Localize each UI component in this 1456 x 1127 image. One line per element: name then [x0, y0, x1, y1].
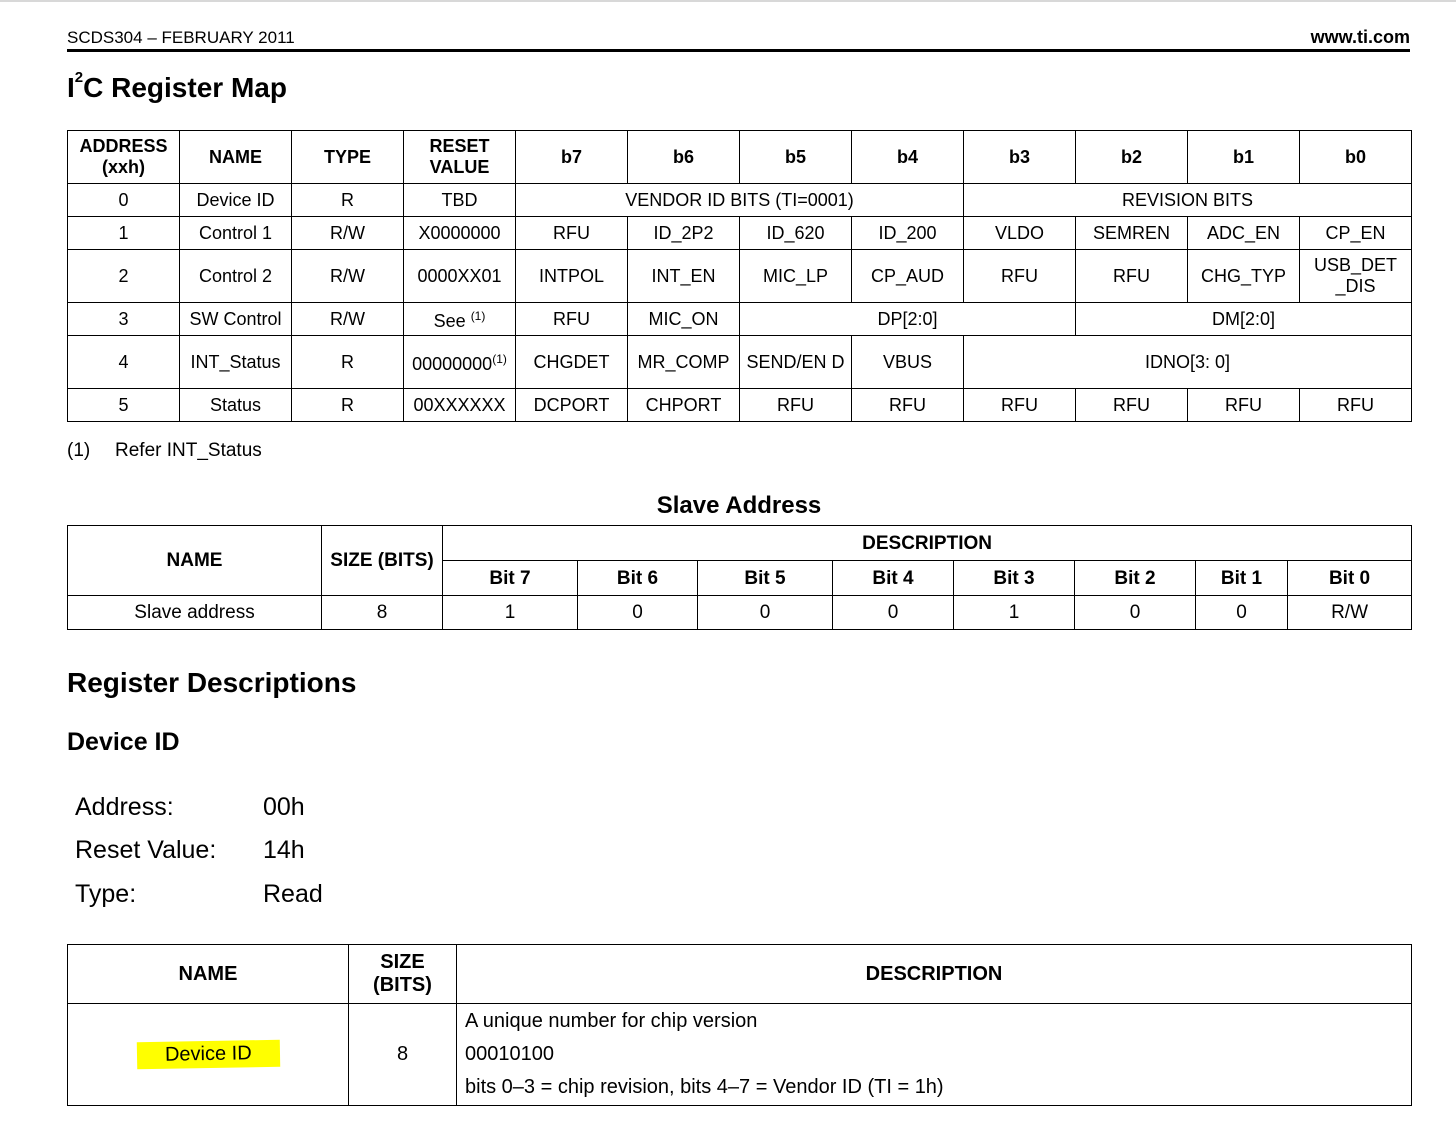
table-cell: MIC_ON [628, 303, 740, 336]
register-map-title [67, 69, 287, 104]
register-descriptions-heading: Register Descriptions [67, 667, 357, 698]
register-map-table [67, 130, 1412, 422]
table-cell: R/W [292, 303, 404, 336]
table-cell: 0 [578, 596, 698, 630]
table-cell: X0000000 [404, 217, 516, 250]
table-row [68, 217, 1412, 250]
header-cell: SIZE (BITS) [349, 945, 457, 1004]
table-cell: 1 [443, 596, 578, 630]
header-cell: b0 [1300, 131, 1412, 184]
website-link[interactable]: www.ti.com [1310, 27, 1410, 47]
table-cell: 0 [698, 596, 833, 630]
table-cell: ID_2P2 [628, 217, 740, 250]
table-cell: 00XXXXXX [404, 389, 516, 422]
table-cell: INTPOL [516, 250, 628, 303]
table-cell: 3 [68, 303, 180, 336]
top-separator [0, 0, 1456, 2]
table-cell: INT_EN [628, 250, 740, 303]
header-cell: b4 [852, 131, 964, 184]
header-cell: NAME [68, 526, 322, 596]
table-cell: VENDOR ID BITS (TI=0001) [516, 184, 964, 217]
table-row [68, 303, 1412, 336]
table-cell: DP[2:0] [740, 303, 1076, 336]
header-cell: Bit 6 [578, 561, 698, 596]
table-header-row [68, 945, 1412, 1004]
table-cell: 1 [68, 217, 180, 250]
header-cell: TYPE [292, 131, 404, 184]
table-cell: R/W [292, 250, 404, 303]
table-cell: 0000XX01 [404, 250, 516, 303]
slave-address-heading: Slave Address [656, 492, 822, 519]
field-value: 14h [263, 836, 305, 864]
field-value: Read [263, 880, 323, 908]
table-cell: VBUS [852, 336, 964, 389]
table-cell: R/W [292, 217, 404, 250]
table-cell: MR_COMP [628, 336, 740, 389]
table-cell: 2 [68, 250, 180, 303]
table-cell: INT_Status [180, 336, 292, 389]
table-cell: TBD [404, 184, 516, 217]
table-cell: Control 2 [180, 250, 292, 303]
table-cell: R/W [1288, 596, 1412, 630]
table-cell: RFU [740, 389, 852, 422]
table-cell [404, 336, 516, 389]
table-cell: ID_200 [852, 217, 964, 250]
header-cell: b2 [1076, 131, 1188, 184]
table-cell: 5 [68, 389, 180, 422]
page-header [67, 27, 1410, 52]
header-cell: Bit 2 [1075, 561, 1196, 596]
footnote-ref[interactable]: (1) [492, 352, 507, 366]
title-part: I [67, 72, 75, 103]
footnote [67, 440, 262, 462]
field-value: 00h [263, 793, 305, 821]
table-cell: MIC_LP [740, 250, 852, 303]
title-superscript: 2 [74, 69, 84, 86]
table-cell: CHG_TYP [1188, 250, 1300, 303]
table-cell [457, 1004, 1412, 1106]
table-row [68, 389, 1412, 422]
table-cell: SEND/EN D [740, 336, 852, 389]
table-cell: SW Control [180, 303, 292, 336]
table-cell: RFU [1300, 389, 1412, 422]
reset-value: 00000000 [412, 354, 493, 374]
footnote-number: (1) [67, 440, 91, 461]
slave-address-table [67, 525, 1412, 630]
table-cell: ADC_EN [1188, 217, 1300, 250]
device-id-table [67, 944, 1412, 1106]
header-cell: b3 [964, 131, 1076, 184]
table-row [68, 596, 1412, 630]
table-cell: CP_AUD [852, 250, 964, 303]
reset-value: See [433, 311, 466, 331]
table-cell: 0 [833, 596, 954, 630]
table-cell: RFU [1188, 389, 1300, 422]
table-cell: 8 [349, 1004, 457, 1106]
table-cell: RFU [516, 303, 628, 336]
header-cell: b5 [740, 131, 852, 184]
header-cell: b1 [1188, 131, 1300, 184]
table-cell: SEMREN [1076, 217, 1188, 250]
table-cell [68, 1004, 349, 1106]
header-cell: DESCRIPTION [457, 945, 1412, 1004]
table-cell: 0 [1196, 596, 1288, 630]
table-cell: RFU [1076, 389, 1188, 422]
table-cell [404, 303, 516, 336]
highlighted-name: Device ID [136, 1040, 279, 1069]
field-label: Address: [75, 793, 174, 821]
footnote-text: Refer INT_Status [115, 440, 262, 461]
header-cell: NAME [180, 131, 292, 184]
table-cell: VLDO [964, 217, 1076, 250]
table-cell: R [292, 389, 404, 422]
table-cell: R [292, 336, 404, 389]
device-id-heading: Device ID [67, 728, 180, 756]
header-cell: Bit 3 [954, 561, 1075, 596]
table-cell: RFU [1076, 250, 1188, 303]
description-line: bits 0–3 = chip revision, bits 4–7 = Vendor ID (TI = 1h) [465, 1076, 944, 1098]
table-cell: REVISION BITS [964, 184, 1412, 217]
field-label: Type: [75, 880, 137, 908]
table-cell: USB_DET _DIS [1300, 250, 1412, 303]
header-cell: ADDRESS (xxh) [68, 131, 180, 184]
field-label: Reset Value: [75, 836, 217, 864]
table-cell: Device ID [180, 184, 292, 217]
table-cell: Status [180, 389, 292, 422]
table-cell: CP_EN [1300, 217, 1412, 250]
table-cell: Control 1 [180, 217, 292, 250]
table-cell: DM[2:0] [1076, 303, 1412, 336]
table-cell: 0 [1075, 596, 1196, 630]
description-line: A unique number for chip version [465, 1010, 758, 1032]
table-cell: RFU [964, 250, 1076, 303]
table-cell: 0 [68, 184, 180, 217]
table-cell: RFU [852, 389, 964, 422]
description-line: 00010100 [465, 1043, 554, 1065]
table-cell: R [292, 184, 404, 217]
document-id: SCDS304 – FEBRUARY 2011 [67, 28, 295, 47]
table-cell: IDNO[3: 0] [964, 336, 1412, 389]
table-cell: RFU [516, 217, 628, 250]
table-row [68, 336, 1412, 389]
table-cell: CHPORT [628, 389, 740, 422]
header-cell: Bit 7 [443, 561, 578, 596]
header-cell: RESET VALUE [404, 131, 516, 184]
header-cell: NAME [68, 945, 349, 1004]
header-cell: Bit 5 [698, 561, 833, 596]
header-cell: b6 [628, 131, 740, 184]
footnote-ref[interactable]: (1) [470, 309, 486, 323]
table-cell: 8 [322, 596, 443, 630]
table-row [68, 1004, 1412, 1106]
title-part: C Register Map [83, 72, 287, 103]
table-cell: 1 [954, 596, 1075, 630]
header-cell: Bit 0 [1288, 561, 1412, 596]
table-cell: DCPORT [516, 389, 628, 422]
table-cell: 4 [68, 336, 180, 389]
table-cell: ID_620 [740, 217, 852, 250]
table-header-row [68, 131, 1412, 184]
header-cell: SIZE (BITS) [322, 526, 443, 596]
header-cell: DESCRIPTION [443, 526, 1412, 561]
header-cell: Bit 4 [833, 561, 954, 596]
table-cell: CHGDET [516, 336, 628, 389]
table-row [68, 250, 1412, 303]
header-cell: b7 [516, 131, 628, 184]
table-row [68, 184, 1412, 217]
header-cell: Bit 1 [1196, 561, 1288, 596]
table-header-row [68, 526, 1412, 561]
table-cell: RFU [964, 389, 1076, 422]
table-cell: Slave address [68, 596, 322, 630]
